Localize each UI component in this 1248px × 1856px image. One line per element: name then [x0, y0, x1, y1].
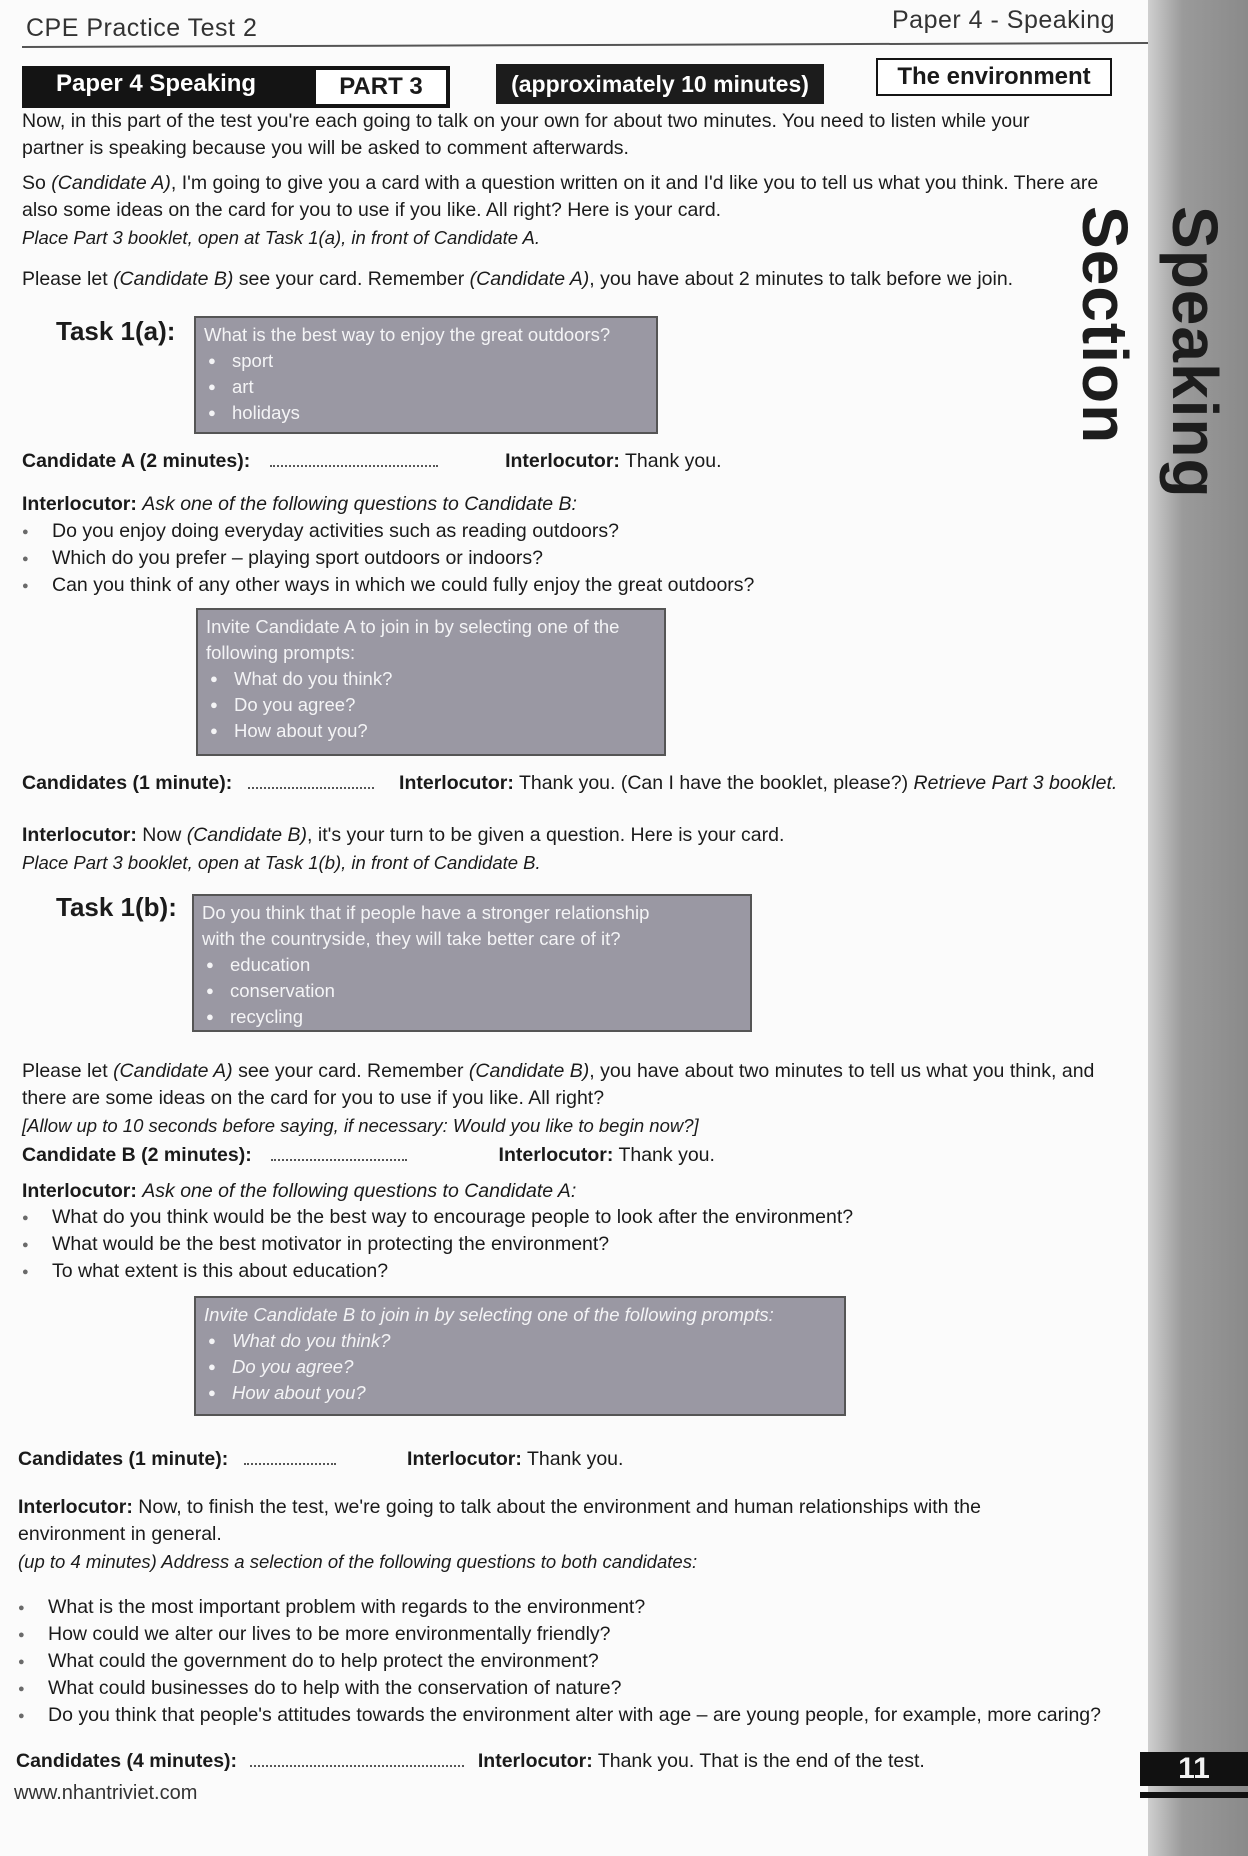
blank-line: [248, 771, 374, 789]
task-1a-card: [194, 316, 658, 434]
card-bullet: ● art: [204, 374, 648, 400]
task-1b-label: Task 1(b):: [56, 892, 177, 922]
candidates-2-row: [18, 1446, 623, 1473]
text: Now: [136, 824, 187, 846]
text: (Candidate A): [113, 1060, 233, 1082]
question-item: ● Do you enjoy doing everyday activities such as reading outdoors?: [22, 518, 754, 545]
text: see your card. Remember: [233, 268, 470, 290]
question-item: ● What is the most important problem with regards to the environment?: [18, 1594, 1101, 1621]
page-number: 11: [1140, 1752, 1248, 1786]
part-label: PART 3: [314, 68, 448, 106]
text: , it's your turn to be given a question. Here is your card.: [307, 824, 785, 846]
ask-a-questions: [22, 1204, 853, 1285]
card-bullet: ● holidays: [204, 400, 648, 426]
instruction: Ask one of the following questions to Candidate B:: [142, 493, 577, 515]
text: (Candidate A): [469, 268, 590, 290]
candidate-b-row: [22, 1142, 715, 1169]
invite-a-card: [196, 608, 666, 756]
section-title: Speaking Section: [1069, 206, 1231, 499]
card-heading: Invite Candidate A to join in by selecting one of the: [206, 616, 620, 637]
interlocutor-label: Interlocutor:: [477, 1750, 593, 1772]
paragraph-line: environment in general.: [18, 1523, 222, 1545]
question-item: ● What could businesses do to help with the conservation of nature?: [18, 1675, 1101, 1702]
interlocutor-label: Interlocutor:: [399, 772, 514, 794]
ask-b-questions: [22, 518, 754, 599]
text: , you have about two minutes to tell us what you think, and: [589, 1060, 1095, 1082]
interlocutor-label: Interlocutor:: [407, 1448, 522, 1470]
let-a-paragraph: [22, 1058, 1094, 1139]
card-bullet: ● conservation: [202, 978, 742, 1004]
interlocutor-text: Thank you. (Can I have the booklet, please?): [518, 772, 909, 794]
paragraph-line: [22, 822, 784, 849]
task-1a-label: Task 1(a):: [56, 316, 176, 346]
card-bullets: [202, 952, 742, 1030]
paper-label: Paper 4 Speaking: [56, 70, 257, 97]
footer-url: www.nhantriviet.com: [14, 1782, 198, 1804]
intro-line: [22, 170, 1098, 197]
interlocutor-text: Thank you.: [526, 1448, 624, 1470]
text: (Candidate B): [186, 824, 308, 846]
blank-line: [244, 1447, 336, 1465]
interlocutor-label: Interlocutor:: [498, 1144, 614, 1166]
text: , you have about 2 minutes to talk before we join.: [589, 268, 1014, 290]
stage-direction: (up to 4 minutes) Address a selection of the following questions to both candidates:: [18, 1551, 698, 1572]
card-bullets: [204, 348, 648, 426]
card-bullet: ● sport: [204, 348, 648, 374]
finish-questions: [18, 1594, 1101, 1729]
prompt-item: ● What do you think?: [204, 1328, 836, 1354]
topic-label: The environment: [876, 58, 1112, 96]
card-bullet: ● education: [202, 952, 742, 978]
card-prompts: [206, 666, 656, 744]
text: Now, to finish the test, we're going to talk about the environment and human relationships with the: [132, 1496, 981, 1518]
interlocutor-label: Interlocutor:: [22, 493, 137, 515]
intro-paragraph-1: [22, 108, 1030, 162]
card-question: Do you think that if people have a stronger relationship: [202, 902, 650, 923]
interlocutor-label: Interlocutor:: [22, 1180, 137, 1202]
ask-a-heading: [22, 1178, 576, 1205]
text: So: [22, 172, 52, 194]
stage-direction: Place Part 3 booklet, open at Task 1(a), in front of Candidate A.: [22, 227, 540, 248]
blank-line: [271, 1143, 407, 1161]
text: Please let: [22, 1060, 114, 1082]
intro-line: partner is speaking because you will be asked to comment afterwards.: [22, 137, 629, 159]
card-question: with the countryside, they will take better care of it?: [202, 928, 621, 949]
blank-line: [250, 1749, 464, 1767]
text: see your card. Remember: [232, 1060, 469, 1082]
prompt-item: ● How about you?: [204, 1380, 836, 1406]
interlocutor-text: Thank you.: [618, 1144, 715, 1166]
intro-paragraph-3: [22, 266, 1013, 293]
instruction: Ask one of the following questions to Candidate A:: [142, 1180, 577, 1202]
invite-b-card: [194, 1296, 846, 1416]
row-label: Candidate A (2 minutes):: [22, 450, 251, 472]
running-header-left: CPE Practice Test 2: [26, 14, 258, 42]
now-b-paragraph: [22, 822, 784, 876]
paragraph-line: there are some ideas on the card for you to use if you like. All right?: [22, 1087, 605, 1109]
candidates-4-row: [16, 1748, 925, 1775]
text: (Candidate B): [113, 268, 234, 290]
question-item: ● Which do you prefer – playing sport outdoors or indoors?: [22, 545, 754, 572]
text: , I'm going to give you a card with a question written on it and I'd like you to tell us what you think. There are: [170, 172, 1099, 194]
row-label: Candidate B (2 minutes):: [22, 1144, 252, 1166]
row-label: Candidates (1 minute):: [22, 772, 233, 794]
interlocutor-label: Interlocutor:: [505, 450, 620, 472]
text: (Candidate B): [468, 1060, 590, 1082]
page-number-bar: [1140, 1792, 1248, 1798]
row-label: Candidates (1 minute):: [18, 1448, 229, 1470]
stage-direction: [Allow up to 10 seconds before saying, if necessary: Would you like to begin now?]: [22, 1115, 699, 1136]
question-item: ● What do you think would be the best way to encourage people to look after the environment?: [22, 1204, 853, 1231]
interlocutor-label: Interlocutor:: [22, 824, 137, 846]
interlocutor-text: Thank you.: [625, 450, 722, 472]
duration-label: (approximately 10 minutes): [496, 64, 824, 104]
row-label: Candidates (4 minutes):: [16, 1750, 238, 1772]
stage-direction: Place Part 3 booklet, open at Task 1(b), in front of Candidate B.: [22, 852, 541, 873]
interlocutor-label: Interlocutor:: [18, 1496, 133, 1518]
question-item: ● What would be the best motivator in protecting the environment?: [22, 1231, 853, 1258]
text: Please let: [22, 268, 114, 290]
interlocutor-text: Thank you. That is the end of the test.: [597, 1750, 925, 1772]
intro-paragraph-2: [22, 170, 1098, 251]
candidate-a-row: [22, 448, 722, 475]
running-header-right: Paper 4 - Speaking: [892, 6, 1116, 34]
finish-paragraph: [18, 1494, 981, 1575]
paragraph-line: [18, 1494, 981, 1521]
question-item: ● Can you think of any other ways in which we could fully enjoy the great outdoors?: [22, 572, 754, 599]
question-item: ● To what extent is this about education?: [22, 1258, 853, 1285]
prompt-item: ● Do you agree?: [206, 692, 656, 718]
card-heading: Invite Candidate B to join in by selecting one of the following prompts:: [204, 1304, 774, 1325]
candidates-1-row: [22, 770, 1117, 797]
ask-b-heading: [22, 491, 577, 518]
question-item: ● Do you think that people's attitudes towards the environment alter with age – are young people, for example, more caring?: [18, 1702, 1101, 1729]
prompt-item: ● What do you think?: [206, 666, 656, 692]
text: (Candidate A): [51, 172, 171, 194]
task-1b-card: [192, 894, 752, 1032]
paragraph-line: [22, 1058, 1094, 1085]
prompt-item: ● Do you agree?: [204, 1354, 836, 1380]
blank-line: [270, 449, 438, 467]
card-prompts: [204, 1328, 836, 1406]
question-item: ● How could we alter our lives to be more environmentally friendly?: [18, 1621, 1101, 1648]
intro-line: also some ideas on the card for you to use if you like. All right? Here is your card.: [22, 199, 722, 221]
card-question: What is the best way to enjoy the great outdoors?: [204, 324, 611, 345]
intro-line: Now, in this part of the test you're each going to talk on your own for about two minutes. You need to listen while your: [22, 110, 1030, 132]
question-item: ● What could the government do to help protect the environment?: [18, 1648, 1101, 1675]
card-bullet: ● recycling: [202, 1004, 742, 1030]
card-heading: following prompts:: [206, 642, 356, 663]
prompt-item: ● How about you?: [206, 718, 656, 744]
stage-direction: Retrieve Part 3 booklet.: [908, 772, 1118, 794]
